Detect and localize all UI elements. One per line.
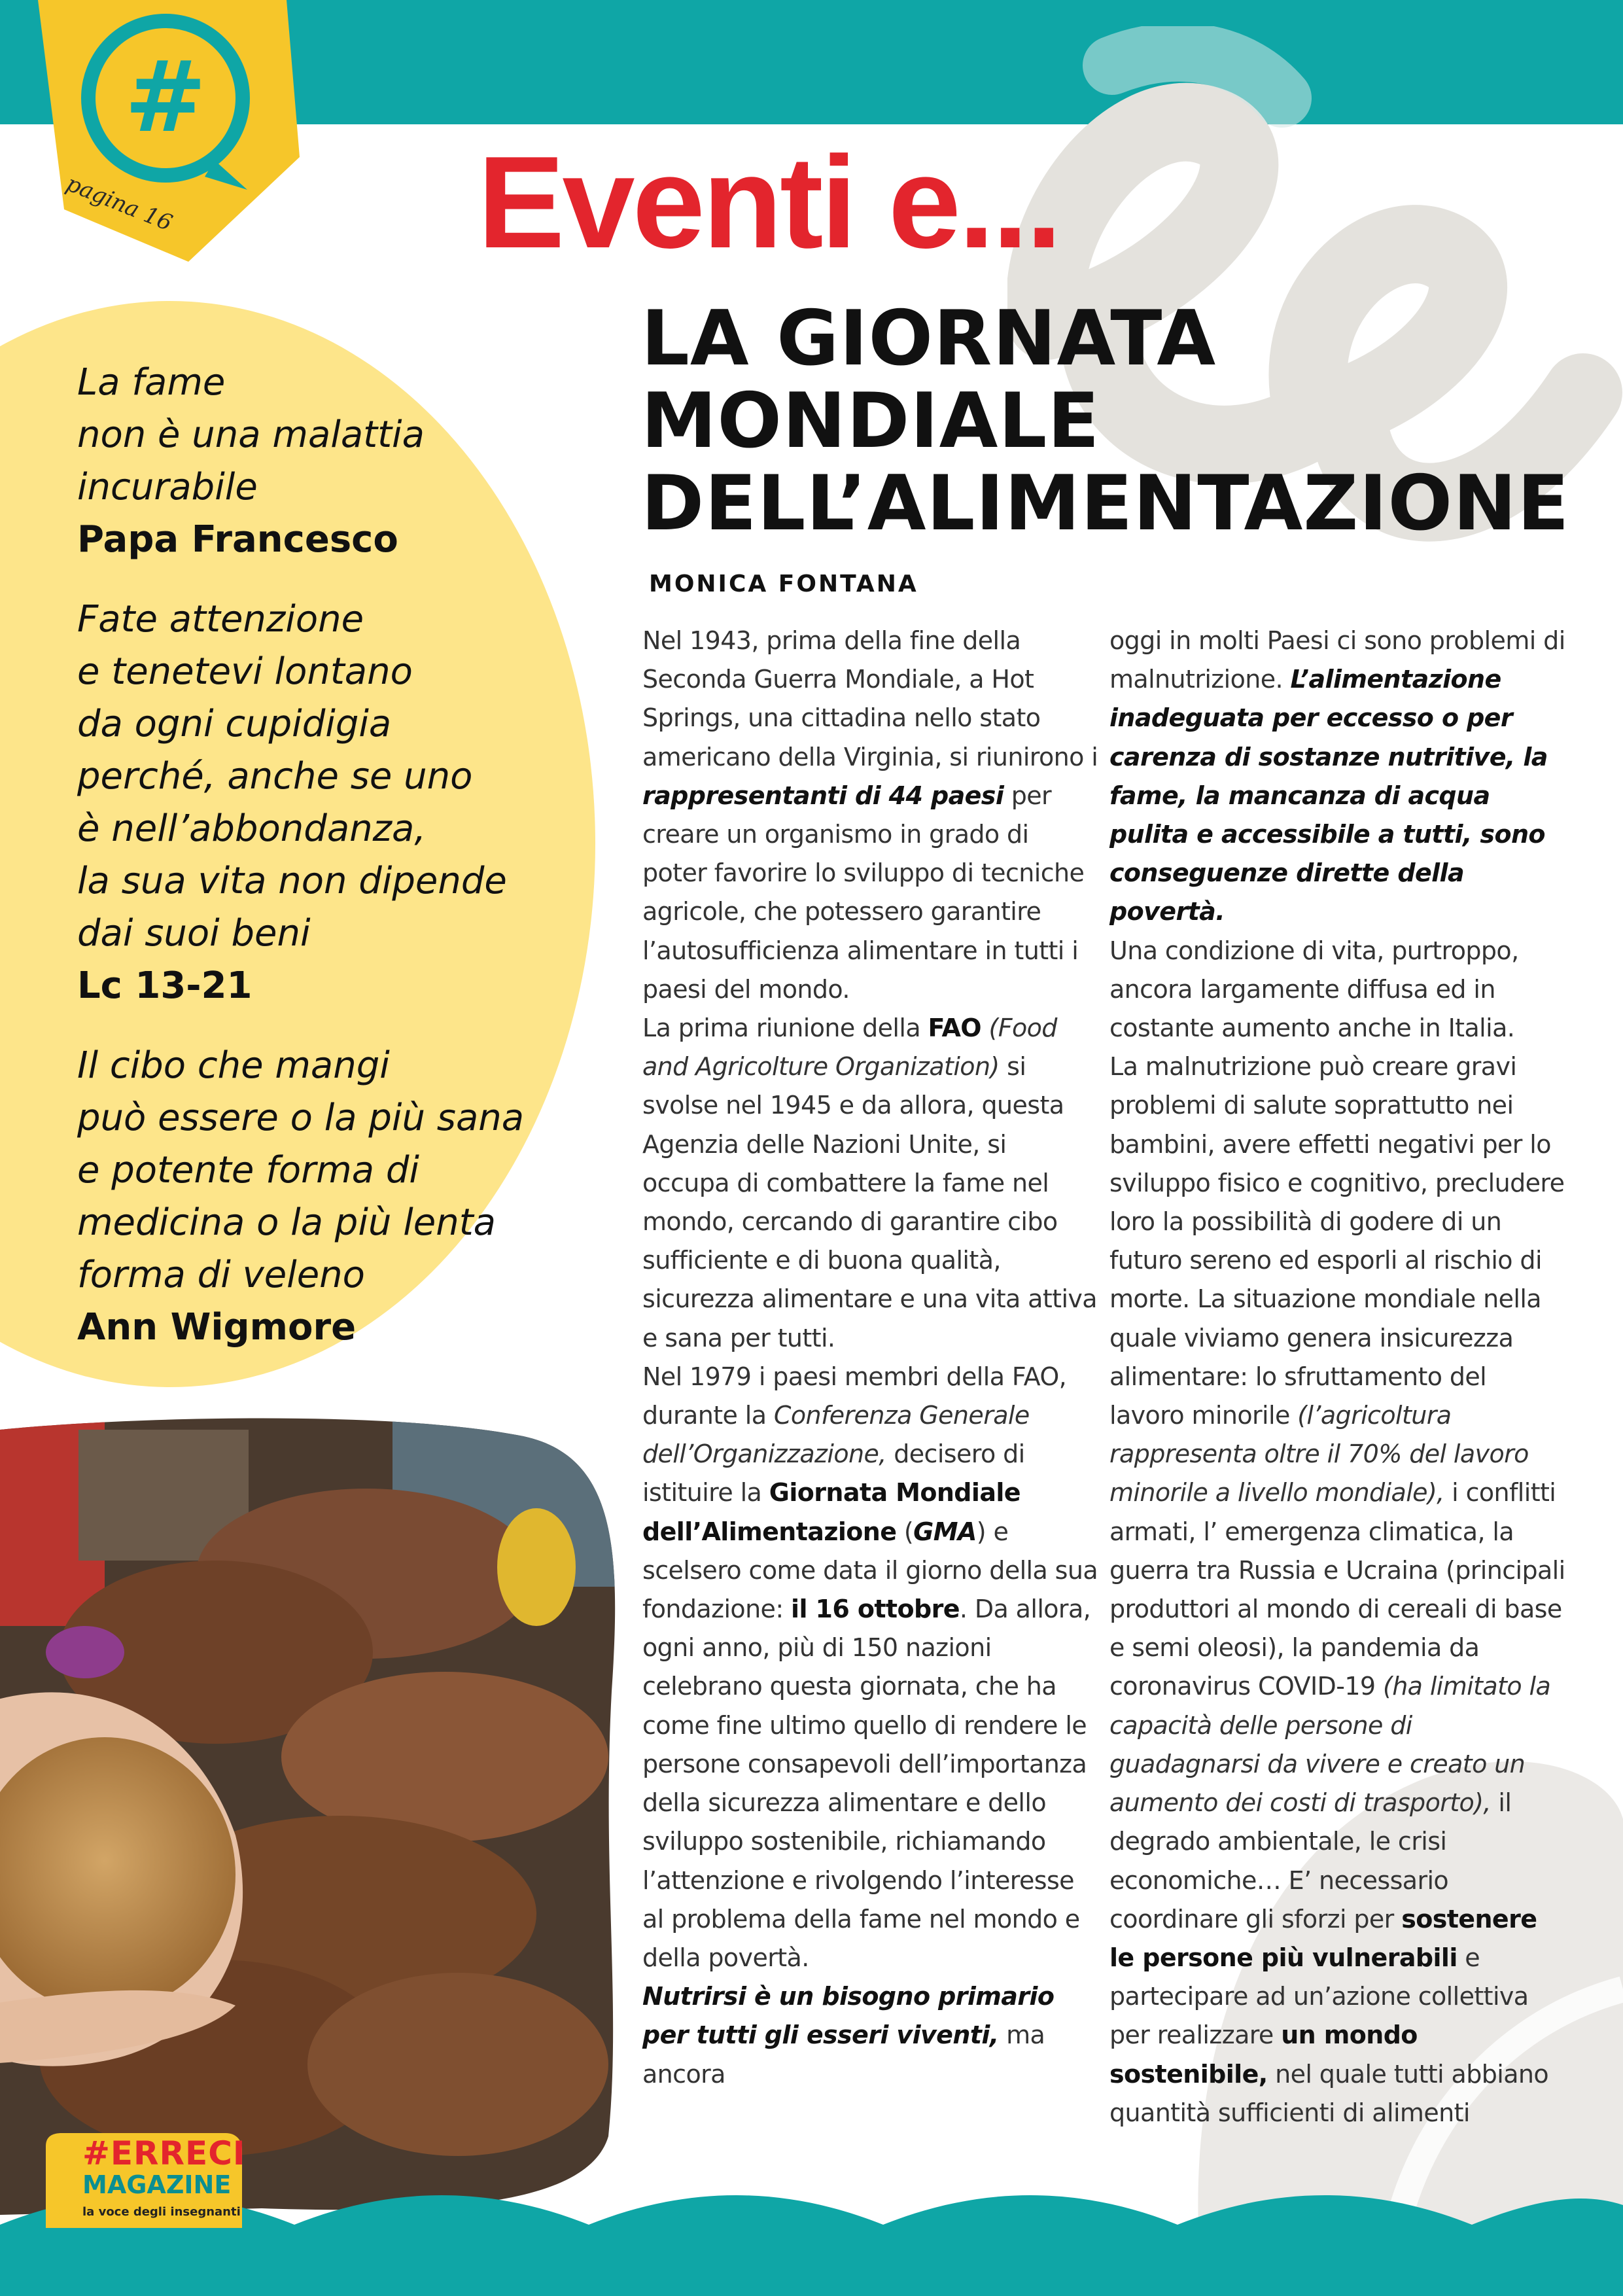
author-byline: MONICA FONTANA — [649, 571, 918, 597]
quote-text: Il cibo che mangi può essere o la più sana e potente forma di medicina o la più lenta forma di veleno — [77, 1044, 525, 1296]
article-paragraph: Nutrirsi è un bisogno primario per tutti gli esseri viventi, ma ancora — [642, 1982, 1055, 2089]
page-number-label: pagina 16 — [62, 170, 176, 237]
quote-author: Papa Francesco — [77, 518, 398, 561]
article-paragraph: oggi in molti Paesi ci sono problemi di malnutrizione. L’alimentazione inadeguata per eccesso o per carenza di sostanze nutritive, la fame, la mancanza di acqua pulita e accessibile a tutti, sono conseguenze dirette della povertà. — [1109, 626, 1565, 927]
quote-text: La fame non è una malattia incurabile — [77, 361, 425, 508]
article-headline — [641, 294, 1583, 548]
quote-author: Ann Wigmore — [77, 1306, 357, 1349]
headline-line-2: MONDIALE — [641, 377, 1100, 465]
article-column-2 — [1109, 622, 1567, 2132]
quotes-panel — [77, 357, 601, 1381]
article-paragraph: Una condizione di vita, purtroppo, ancora largamente diffusa ed in costante aumento anche in Italia. — [1109, 936, 1519, 1043]
article-paragraph: Nel 1979 i paesi membri della FAO, durante la Conferenza Generale dell’Organizzazione, decisero di istituire la Giornata Mondiale dell’Alimentazione (GMA) e scelsero come data il giorno della sua fondazione: il 16 ottobre. Da allora, ogni anno, più di 150 nazioni celebrano questa giornata, che ha come fine ultimo quello di rendere le persone consapevoli dell’importanza della sicurezza alimentare e dello sviluppo sostenibile, richiamando l’attenzione e rivolgendo l’interesse al problema della fame nel mondo e della povertà. — [642, 1362, 1098, 1972]
quote-text: Fate attenzione e tenetevi lontano da ogni cupidigia perché, anche se uno è nell’abbondanza, la sua vita non dipende dai suoi beni — [77, 598, 507, 955]
headline-line-1: LA GIORNATA — [641, 294, 1217, 383]
hashtag-icon: # — [124, 41, 207, 154]
bottom-teal-band — [0, 2159, 1623, 2296]
quote-author: Lc 13-21 — [77, 964, 253, 1007]
magazine-logo-subtitle: MAGAZINE — [82, 2170, 232, 2199]
magazine-tagline: la voce degli insegnanti — [82, 2205, 241, 2219]
article-paragraph: La malnutrizione può creare gravi problemi di salute soprattutto nei bambini, avere effetti negativi per lo sviluppo fisico e cognitivo, precludere loro la possibilità di godere di un futuro sereno ed esporli al rischio di morte. La situazione mondiale nella quale viviamo genera insicurezza alimentare: lo sfruttamento del lavoro minorile (l’agricoltura rappresenta oltre il 70% del lavoro minorile a livello mondiale), i conflitti armati, l’ emergenza climatica, la guerra tra Russia e Ucraina (principali produttori al mondo di cereali di base e semi oleosi), la pandemia da coronavirus COVID-19 (ha limitato la capacità delle persone di guadagnarsi da vivere e creato un aumento dei costi di trasporto), il degrado ambientale, le crisi economiche… E’ necessario coordinare gli sforzi per sostenere le persone più vulnerabili e partecipare ad un’azione collettiva per realizzare un mondo sostenibile, nel quale tutti abbiano quantità sufficienti di alimenti — [1109, 1052, 1565, 2127]
magazine-logo-title: #ERRECI — [82, 2134, 246, 2172]
headline-line-3: DELL’ALIMENTAZIONE — [641, 459, 1570, 548]
article-paragraph: Nel 1943, prima della fine della Seconda Guerra Mondiale, a Hot Springs, una cittadina nello stato americano della Virginia, si riunirono i rappresentanti di 44 paesi per creare un organismo in grado di poter favorire lo sviluppo di tecniche agricole, che potessero garantire l’autosufficienza alimentare in tutti i paesi del mondo. — [642, 626, 1098, 1004]
section-title: Eventi e... — [478, 130, 1060, 275]
article-paragraph: La prima riunione della FAO (Food and Agricolture Organization) si svolse nel 1945 e da allora, questa Agenzia delle Nazioni Unite, si occupa di combattere la fame nel mondo, cercando di garantire cibo sufficiente e di buona qualità, sicurezza alimentare e una vita attiva e sana per tutti. — [642, 1014, 1097, 1352]
article-column-1 — [642, 622, 1100, 2094]
hands-grain-photo — [0, 1417, 621, 2215]
